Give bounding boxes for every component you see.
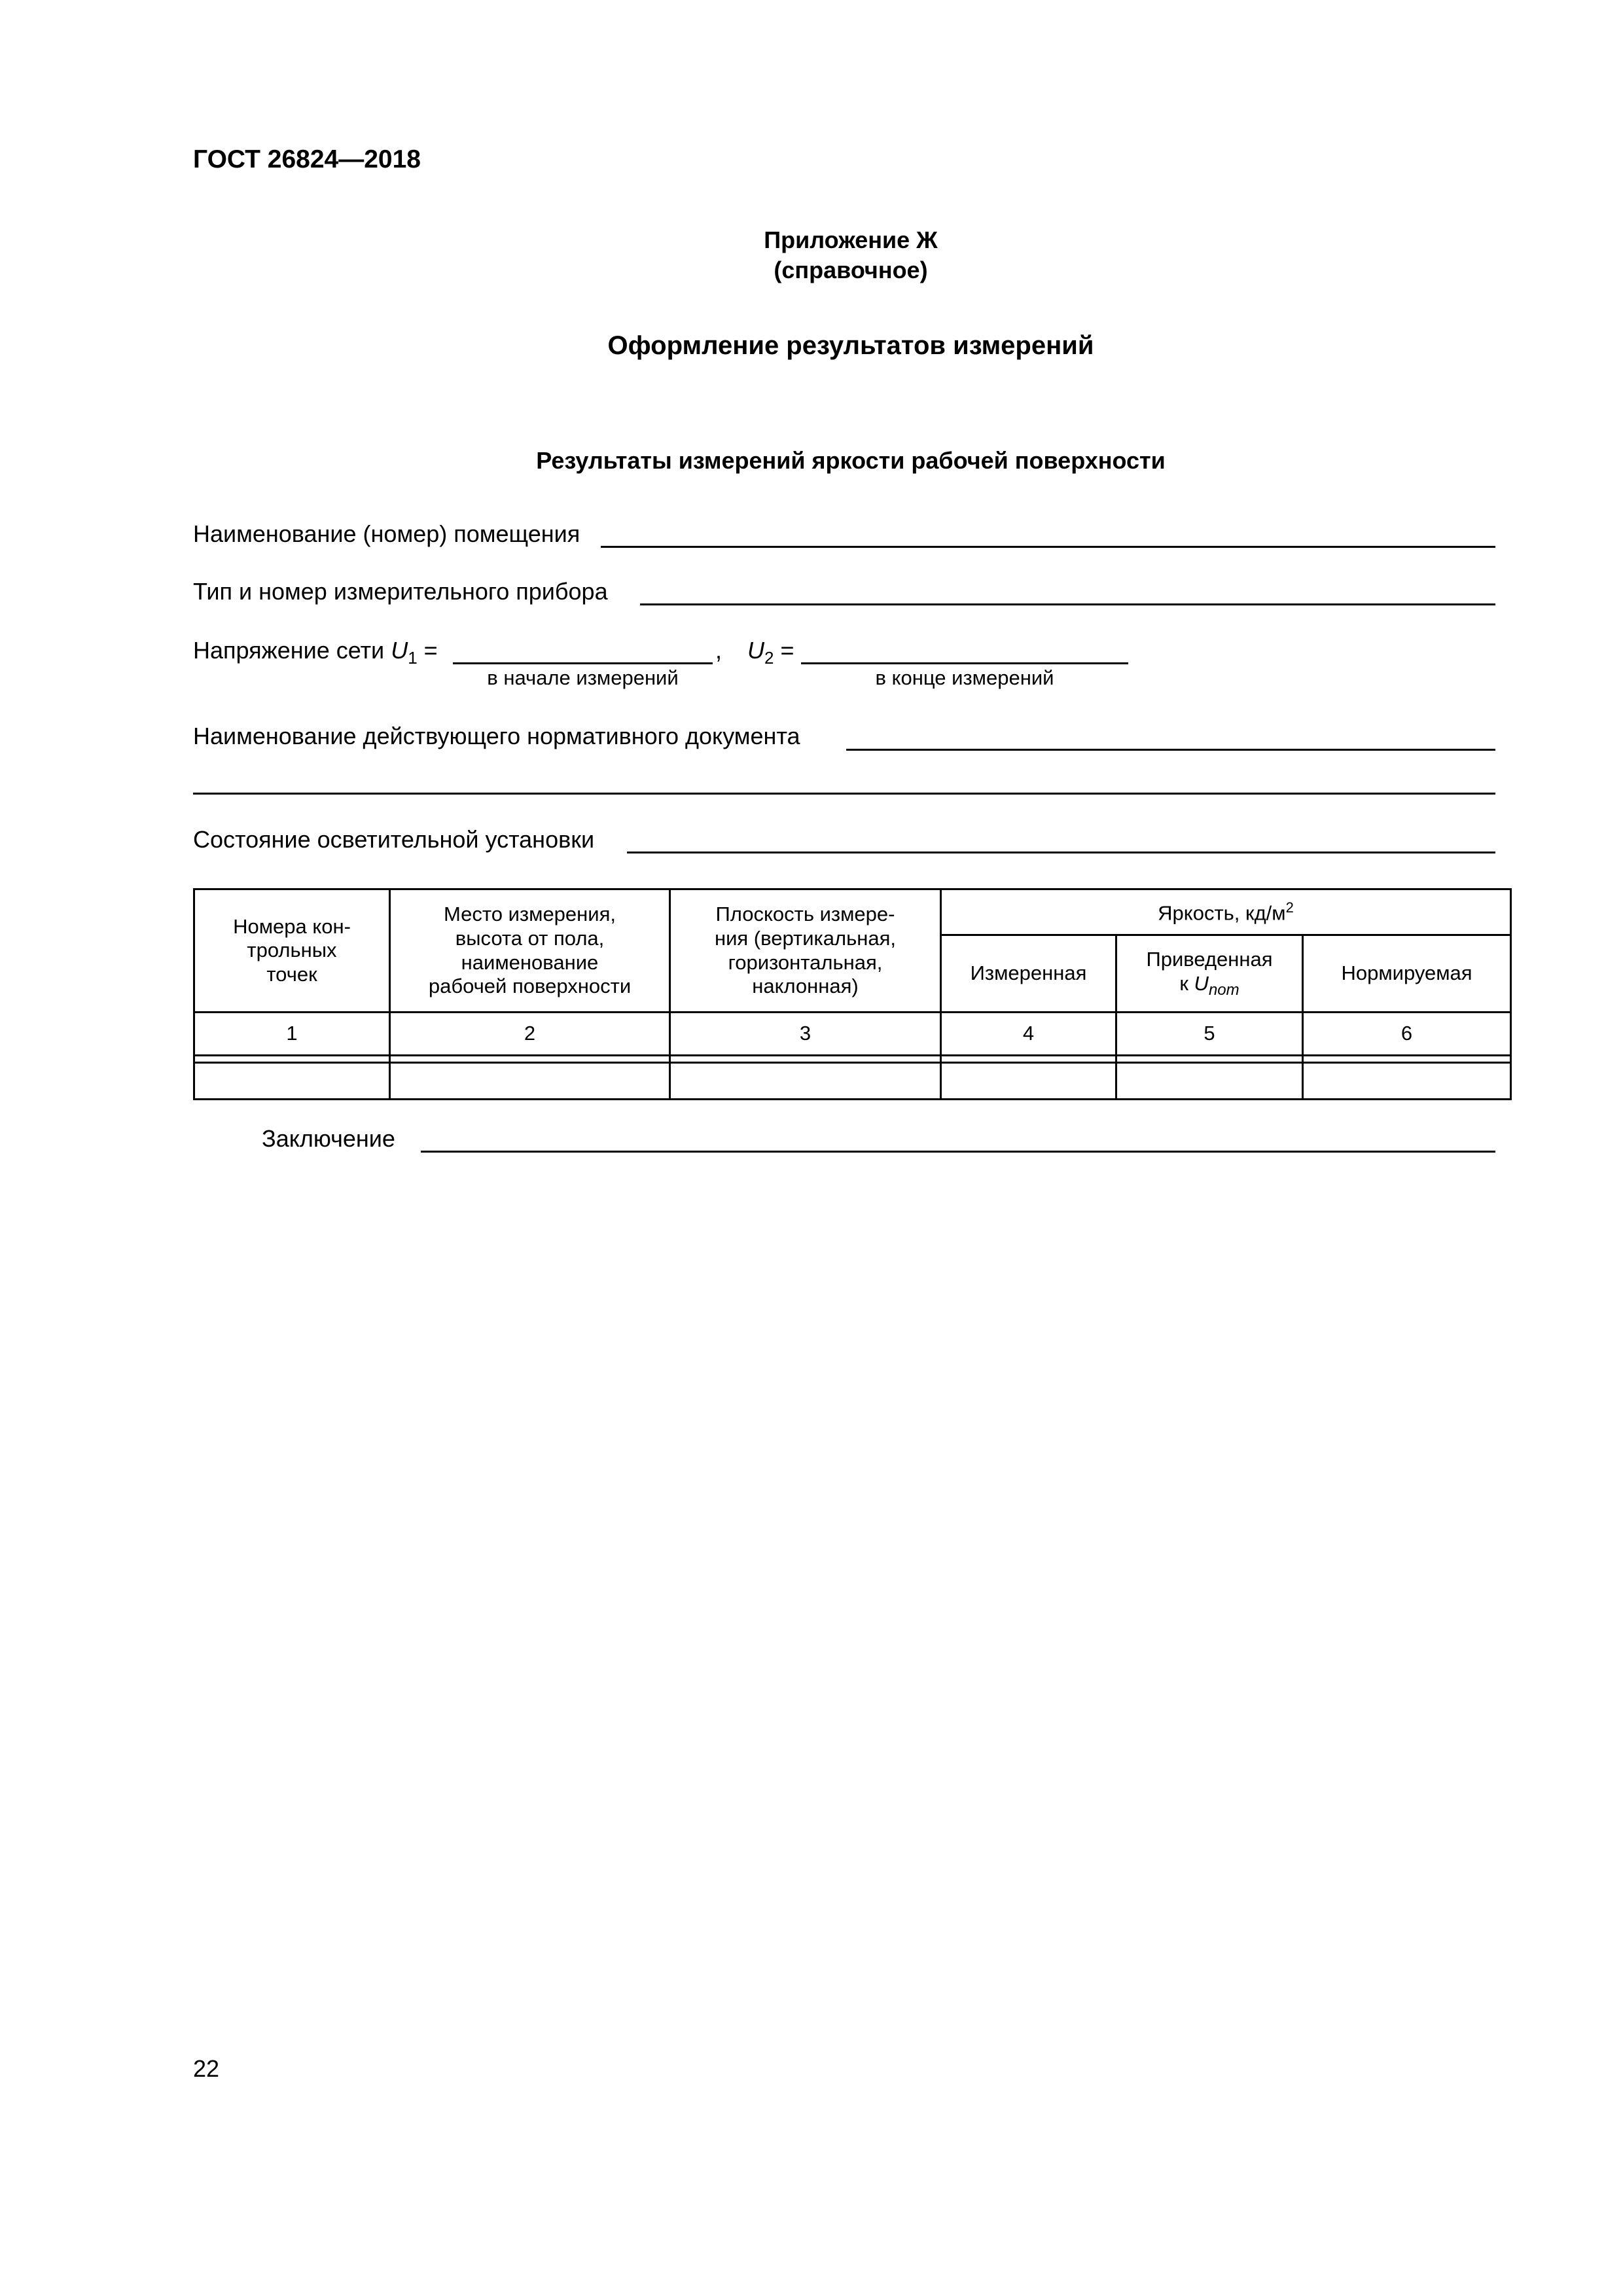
lighting-state-line[interactable] — [627, 852, 1495, 853]
u1-symbol: U — [391, 637, 408, 664]
standard-code: ГОСТ 26824—2018 — [193, 145, 421, 173]
u2-symbol: U — [747, 637, 764, 664]
col-number-3: 3 — [670, 1013, 941, 1056]
room-line[interactable] — [601, 546, 1495, 548]
u2-subscript: 2 — [764, 648, 774, 668]
caption-end: в конце измерений — [875, 666, 1054, 689]
col-number-1: 1 — [194, 1013, 390, 1056]
header-measurement-plane: Плоскость измере- ния (вертикальная, горизонтальная, наклонная) — [670, 889, 941, 1013]
header-brightness: Яркость, $кд/м^2$ — [941, 889, 1511, 935]
col-number-6: 6 — [1303, 1013, 1511, 1056]
table-cell[interactable] — [941, 1063, 1116, 1100]
section-title: Оформление результатов измерений — [607, 331, 1094, 360]
appendix-kind: (справочное) — [774, 257, 928, 283]
header-reduced: Приведенная к $U_{nom}$ — [1116, 935, 1303, 1013]
col-number-4: 4 — [941, 1013, 1116, 1056]
conclusion-label: Заключение — [262, 1125, 395, 1152]
voltage-label: Напряжение сети $U_1$ = — [193, 637, 438, 668]
table-row — [194, 1063, 1511, 1100]
table-cell[interactable] — [670, 1063, 941, 1100]
header-control-points: Номера кон- трольных точек — [194, 889, 390, 1013]
caption-start: в начале измерений — [487, 666, 679, 689]
table-cell[interactable] — [390, 1063, 670, 1100]
col-number-2: 2 — [390, 1013, 670, 1056]
room-label: Наименование (номер) помещения — [193, 520, 580, 547]
instrument-line[interactable] — [640, 603, 1495, 605]
col-number-5: 5 — [1116, 1013, 1303, 1056]
appendix-title: Приложение Ж — [764, 226, 938, 253]
normative-doc-label: Наименование действующего нормативного документа — [193, 723, 800, 749]
normative-doc-line[interactable] — [846, 749, 1495, 751]
column-numbers-row — [194, 1013, 1511, 1056]
voltage-comma: , — [715, 637, 722, 664]
u1-line[interactable] — [453, 662, 713, 664]
u2-line[interactable] — [801, 662, 1128, 664]
table-cell[interactable] — [1303, 1063, 1511, 1100]
table-title: Результаты измерений яркости рабочей поверхности — [536, 447, 1166, 474]
header-measured: Измеренная — [941, 935, 1116, 1013]
table-cell[interactable] — [194, 1063, 390, 1100]
u2-label: $U_2$ = — [747, 637, 794, 668]
u1-subscript: 1 — [408, 648, 418, 668]
normative-doc-line-2[interactable] — [193, 793, 1495, 795]
instrument-label: Тип и номер измерительного прибора — [193, 578, 608, 605]
header-measurement-place: Место измерения, высота от пола, наименование рабочей поверхности — [390, 889, 670, 1013]
header-normalized: Нормируемая — [1303, 935, 1511, 1013]
table-cell[interactable] — [1116, 1063, 1303, 1100]
page-number: 22 — [193, 2055, 220, 2082]
lighting-state-label: Состояние осветительной установки — [193, 826, 595, 853]
results-table — [193, 888, 1512, 1100]
conclusion-line[interactable] — [421, 1151, 1495, 1153]
